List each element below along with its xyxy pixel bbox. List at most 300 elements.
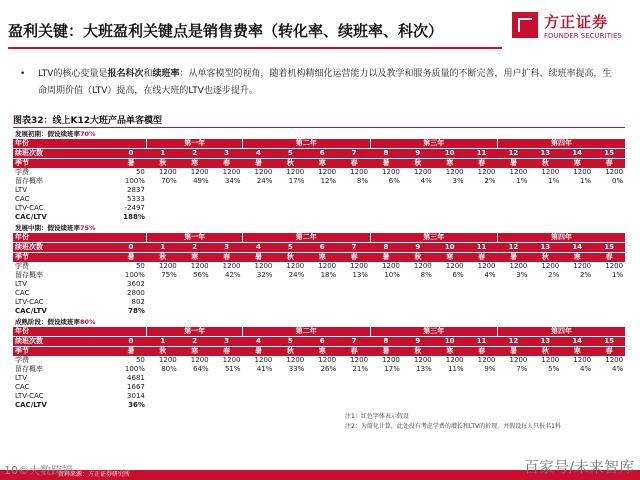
year-header-row bbox=[13, 327, 625, 337]
count-cell: 6 bbox=[306, 337, 338, 347]
count-cell: 1 bbox=[147, 149, 179, 159]
block-table bbox=[13, 224, 625, 316]
season-header-row bbox=[13, 253, 625, 263]
count-cell: 6 bbox=[306, 243, 338, 253]
year-row-label: 年份 bbox=[13, 233, 115, 243]
cac-row-value: 1667 bbox=[127, 383, 145, 391]
retention-cell: 21% bbox=[352, 365, 368, 373]
retention-cell: 9% bbox=[484, 365, 496, 373]
ltv-cac-row bbox=[13, 298, 625, 307]
fee-cell: 1200 bbox=[190, 356, 209, 364]
retention-cell: 6% bbox=[452, 271, 464, 279]
fee-row-label: 学费 bbox=[15, 168, 29, 176]
fee-cell: 1200 bbox=[254, 168, 273, 176]
fee-cell: 1200 bbox=[445, 356, 464, 364]
footnote-2: 注2：为简化计算，此处没有考虑学费的增长和LTV的折现，并假设每人只报名1科 bbox=[345, 423, 561, 430]
cac-ltv-row-label: CAC/LTV bbox=[15, 213, 47, 221]
ltv-row-label: LTV bbox=[15, 374, 28, 382]
count-cell: 11 bbox=[466, 337, 498, 347]
retention-cell: 11% bbox=[448, 365, 464, 373]
fee-cell: 1200 bbox=[541, 356, 560, 364]
fee-cell: 1200 bbox=[413, 168, 432, 176]
fee-cell: 1200 bbox=[286, 262, 305, 270]
count-cell: 7 bbox=[338, 149, 370, 159]
season-cell: 寒 bbox=[561, 253, 593, 263]
season-cell: 春 bbox=[593, 253, 625, 263]
retention-cell: 2% bbox=[580, 271, 592, 279]
season-cell: 春 bbox=[466, 253, 498, 263]
retention-cell: 7% bbox=[516, 365, 528, 373]
retention-cell: 2% bbox=[548, 271, 560, 279]
count-row-label: 续班次数 bbox=[13, 149, 115, 159]
count-cell: 1 bbox=[147, 337, 179, 347]
retention-cell: 13% bbox=[352, 271, 368, 279]
count-cell: 1 bbox=[147, 243, 179, 253]
retention-cell: 0% bbox=[611, 177, 624, 185]
season-cell: 秋 bbox=[274, 253, 306, 263]
fee-cell: 1200 bbox=[541, 262, 560, 270]
retention-cell: 49% bbox=[193, 177, 209, 185]
phase-row bbox=[13, 318, 625, 327]
phase-rate: 75% bbox=[80, 224, 96, 232]
page-header bbox=[0, 0, 640, 50]
count-cell: 0 bbox=[115, 243, 147, 253]
season-cell: 寒 bbox=[179, 347, 211, 357]
cac-ltv-row-value: 78% bbox=[128, 307, 145, 315]
season-cell: 寒 bbox=[306, 347, 338, 357]
ltv-cac-row-blank bbox=[147, 204, 625, 213]
cac-row bbox=[13, 383, 625, 392]
retention-cell: 80% bbox=[161, 365, 177, 373]
fee-row-label: 学费 bbox=[15, 356, 29, 364]
year-header-cell: 第三年 bbox=[370, 139, 498, 149]
ltv-cac-row-label: LTV-CAC bbox=[15, 204, 44, 212]
season-cell: 秋 bbox=[147, 159, 179, 169]
cac-ltv-row bbox=[13, 401, 625, 410]
retention-cell: 33% bbox=[288, 365, 305, 373]
retention-cell: 1% bbox=[516, 177, 528, 185]
count-cell: 0 bbox=[115, 337, 147, 347]
page-title: 盈利关键：大班盈利关键点是销售费率（转化率、续班率、科次） bbox=[8, 22, 444, 40]
cac-row bbox=[13, 195, 625, 204]
ltv-cac-row bbox=[13, 392, 625, 401]
retention-cell: 24% bbox=[256, 177, 273, 185]
fee-cell: 1200 bbox=[222, 356, 241, 364]
count-header-row bbox=[13, 149, 625, 159]
fee-cell: 1200 bbox=[318, 356, 337, 364]
season-cell: 寒 bbox=[179, 253, 211, 263]
bullet-bold-renewal: 续班率 bbox=[152, 69, 180, 79]
right-watermark: 百家号/未来智库 bbox=[523, 458, 634, 476]
season-cell: 寒 bbox=[306, 159, 338, 169]
footnote-1: 注1：红色字体表示假设 bbox=[345, 413, 409, 420]
year-header-cell: 第二年 bbox=[243, 327, 371, 337]
title-underline bbox=[8, 47, 502, 49]
cac-ltv-row-label: CAC/LTV bbox=[15, 401, 47, 409]
year-header-cell: 第四年 bbox=[498, 139, 626, 149]
fee-cell: 1200 bbox=[509, 356, 528, 364]
season-cell: 暑 bbox=[115, 253, 147, 263]
count-row-label: 续班次数 bbox=[13, 337, 115, 347]
retention-cell: 4% bbox=[611, 365, 624, 373]
season-cell: 秋 bbox=[147, 347, 179, 357]
season-cell: 春 bbox=[211, 253, 243, 263]
season-cell: 春 bbox=[338, 347, 370, 357]
ltv-row bbox=[13, 374, 625, 383]
season-cell: 暑 bbox=[370, 347, 402, 357]
ltv-cac-row-blank bbox=[147, 298, 625, 307]
retention-row bbox=[13, 365, 625, 374]
retention-cell: 42% bbox=[224, 271, 241, 279]
fee-cell: 1200 bbox=[350, 356, 368, 364]
retention-cell: 32% bbox=[256, 271, 273, 279]
retention-cell: 10% bbox=[384, 271, 400, 279]
count-cell: 9 bbox=[402, 149, 434, 159]
season-row-label: 季节 bbox=[13, 159, 115, 169]
year-header-blank bbox=[115, 327, 147, 337]
fee-row-label: 学费 bbox=[15, 262, 29, 270]
season-cell: 春 bbox=[593, 347, 625, 357]
year-header-cell: 第一年 bbox=[147, 327, 243, 337]
fee-row bbox=[13, 262, 625, 271]
year-header-cell: 第二年 bbox=[243, 233, 371, 243]
ltv-row-label: LTV bbox=[15, 186, 28, 194]
year-header-cell: 第一年 bbox=[147, 139, 243, 149]
count-cell: 4 bbox=[243, 149, 275, 159]
cac-row-label: CAC bbox=[15, 195, 30, 203]
cac-row-label: CAC bbox=[15, 289, 30, 297]
retention-cell: 100% bbox=[124, 271, 145, 279]
phase-row bbox=[13, 224, 625, 233]
count-cell: 13 bbox=[529, 149, 561, 159]
count-cell: 10 bbox=[434, 149, 466, 159]
bullet-text bbox=[20, 66, 620, 100]
count-cell: 14 bbox=[561, 149, 593, 159]
fee-cell: 1200 bbox=[158, 262, 177, 270]
count-cell: 9 bbox=[402, 243, 434, 253]
bullet-bold-enrollment: 报名科次 bbox=[107, 69, 144, 79]
count-cell: 15 bbox=[593, 243, 625, 253]
count-cell: 7 bbox=[338, 337, 370, 347]
season-header-row bbox=[13, 159, 625, 169]
count-cell: 3 bbox=[211, 337, 243, 347]
count-cell: 5 bbox=[274, 243, 306, 253]
fee-row bbox=[13, 168, 625, 177]
retention-cell: 12% bbox=[320, 177, 337, 185]
fee-cell: 1200 bbox=[158, 356, 177, 364]
season-cell: 寒 bbox=[434, 159, 466, 169]
footnotes bbox=[345, 412, 561, 432]
count-cell: 14 bbox=[561, 337, 593, 347]
retention-cell: 26% bbox=[320, 365, 337, 373]
logo-mark-icon bbox=[512, 12, 538, 38]
count-cell: 3 bbox=[211, 149, 243, 159]
cac-row-blank bbox=[147, 195, 625, 204]
season-row-label: 季节 bbox=[13, 253, 115, 263]
left-watermark: 10©大数跨境 bbox=[4, 464, 73, 477]
count-cell: 13 bbox=[529, 243, 561, 253]
season-cell: 春 bbox=[211, 347, 243, 357]
retention-cell: 1% bbox=[611, 271, 624, 279]
retention-cell: 41% bbox=[256, 365, 273, 373]
count-cell: 11 bbox=[466, 243, 498, 253]
year-header-cell: 第四年 bbox=[498, 327, 626, 337]
phase-label-cell bbox=[13, 318, 625, 327]
bullet-text-mid: 和 bbox=[143, 69, 153, 79]
season-cell: 秋 bbox=[402, 253, 434, 263]
retention-cell: 13% bbox=[416, 365, 432, 373]
cac-ltv-row bbox=[13, 307, 625, 316]
season-cell: 暑 bbox=[243, 159, 275, 169]
retention-cell: 8% bbox=[356, 177, 368, 185]
bullet-dot-icon: • bbox=[20, 69, 26, 79]
retention-cell: 17% bbox=[384, 365, 400, 373]
ltv-cac-row bbox=[13, 204, 625, 213]
cac-row bbox=[13, 289, 625, 298]
retention-cell: 34% bbox=[224, 177, 241, 185]
count-cell: 14 bbox=[561, 243, 593, 253]
fee-cell: 1200 bbox=[382, 262, 400, 270]
year-header-cell: 第二年 bbox=[243, 139, 371, 149]
fee-cell: 1200 bbox=[254, 262, 273, 270]
phase-row bbox=[13, 130, 625, 139]
season-cell: 暑 bbox=[370, 253, 402, 263]
season-cell: 暑 bbox=[243, 347, 275, 357]
ltv-row-label: LTV bbox=[15, 280, 28, 288]
year-header-blank bbox=[115, 139, 147, 149]
season-cell: 春 bbox=[466, 159, 498, 169]
fee-cell: 1200 bbox=[158, 168, 177, 176]
retention-cell: 1% bbox=[580, 177, 592, 185]
fee-cell: 1200 bbox=[573, 168, 592, 176]
cac-row-value: 2800 bbox=[127, 289, 145, 297]
fee-cell: 1200 bbox=[605, 262, 624, 270]
count-cell: 9 bbox=[402, 337, 434, 347]
fee-cell: 1200 bbox=[509, 262, 528, 270]
year-header-cell: 第三年 bbox=[370, 233, 498, 243]
fee-cell: 1200 bbox=[286, 168, 305, 176]
season-cell: 秋 bbox=[402, 159, 434, 169]
retention-cell: 56% bbox=[193, 271, 209, 279]
season-header-row bbox=[13, 347, 625, 357]
retention-cell: 3% bbox=[516, 271, 528, 279]
ltv-cac-row-value: 3014 bbox=[127, 392, 145, 400]
retention-cell: 64% bbox=[193, 365, 209, 373]
retention-cell: 5% bbox=[548, 365, 560, 373]
cac-ltv-row-value: 188% bbox=[123, 213, 145, 221]
season-cell: 秋 bbox=[529, 159, 561, 169]
count-header-row bbox=[13, 337, 625, 347]
fee-cell: 1200 bbox=[573, 356, 592, 364]
ltv-cac-row-blank bbox=[147, 392, 625, 401]
count-cell: 12 bbox=[498, 243, 530, 253]
year-header-blank bbox=[115, 233, 147, 243]
count-cell: 2 bbox=[179, 243, 211, 253]
season-cell: 春 bbox=[466, 347, 498, 357]
figure-title: 图表32：线上K12大班产品单客模型 bbox=[13, 113, 625, 128]
season-cell: 寒 bbox=[434, 347, 466, 357]
phase-label-cell bbox=[13, 224, 625, 233]
count-cell: 4 bbox=[243, 243, 275, 253]
ltv-row bbox=[13, 186, 625, 195]
retention-cell: 4% bbox=[420, 177, 432, 185]
ltv-cac-row-value: -2497 bbox=[124, 204, 145, 212]
retention-cell: 4% bbox=[484, 271, 496, 279]
season-cell: 寒 bbox=[561, 347, 593, 357]
retention-cell: 3% bbox=[452, 177, 464, 185]
fee-cell: 1200 bbox=[573, 262, 592, 270]
fee-cell: 1200 bbox=[190, 168, 209, 176]
fee-cell: 1200 bbox=[222, 262, 241, 270]
count-cell: 15 bbox=[593, 337, 625, 347]
count-cell: 11 bbox=[466, 149, 498, 159]
cac-ltv-row bbox=[13, 213, 625, 222]
season-cell: 秋 bbox=[274, 159, 306, 169]
retention-cell: 51% bbox=[224, 365, 241, 373]
count-cell: 0 bbox=[115, 149, 147, 159]
phase-label: 成熟阶段：假设续班率 bbox=[15, 318, 80, 326]
ltv-cac-row-value: 802 bbox=[131, 298, 145, 306]
fee-cell: 1200 bbox=[477, 168, 496, 176]
retention-cell: 70% bbox=[161, 177, 177, 185]
season-cell: 秋 bbox=[274, 347, 306, 357]
block-table bbox=[13, 130, 625, 222]
phase-rate: 70% bbox=[80, 130, 96, 138]
block-table bbox=[13, 318, 625, 410]
fee-row bbox=[13, 356, 625, 365]
retention-cell: 4% bbox=[580, 365, 592, 373]
season-cell: 秋 bbox=[529, 253, 561, 263]
bullet-paragraph bbox=[20, 66, 620, 100]
ltv-cac-row-label: LTV-CAC bbox=[15, 298, 44, 306]
bullet-text-pre: LTV的核心变量是 bbox=[38, 69, 108, 79]
season-cell: 寒 bbox=[561, 159, 593, 169]
retention-cell: 1% bbox=[548, 177, 560, 185]
season-cell: 暑 bbox=[115, 347, 147, 357]
retention-row-label: 留存概率 bbox=[15, 177, 43, 185]
season-cell: 秋 bbox=[402, 347, 434, 357]
year-header-row bbox=[13, 139, 625, 149]
ltv-row-blank bbox=[147, 374, 625, 383]
season-cell: 春 bbox=[338, 159, 370, 169]
season-cell: 春 bbox=[593, 159, 625, 169]
count-cell: 5 bbox=[274, 337, 306, 347]
season-cell: 秋 bbox=[147, 253, 179, 263]
count-cell: 6 bbox=[306, 149, 338, 159]
count-cell: 8 bbox=[370, 243, 402, 253]
fee-cell: 50 bbox=[135, 168, 145, 176]
season-cell: 秋 bbox=[529, 347, 561, 357]
year-row-label: 年份 bbox=[13, 327, 115, 337]
ltv-row bbox=[13, 280, 625, 289]
season-cell: 寒 bbox=[434, 253, 466, 263]
fee-cell: 1200 bbox=[445, 168, 464, 176]
season-cell: 暑 bbox=[498, 347, 530, 357]
count-cell: 5 bbox=[274, 149, 306, 159]
bullet-text-post: ：从单客模型的视角，随着机构精细化运营能力以及教学和服务质量的不断完善，用户扩科、续班率提高，生命周期价值（LTV）提高，在线大班的LTV也逐步提升。 bbox=[38, 69, 612, 96]
count-cell: 8 bbox=[370, 149, 402, 159]
fee-cell: 1200 bbox=[190, 262, 209, 270]
retention-cell: 18% bbox=[320, 271, 337, 279]
fee-cell: 50 bbox=[135, 356, 145, 364]
fee-cell: 1200 bbox=[413, 356, 432, 364]
ltv-row-blank bbox=[147, 186, 625, 195]
retention-cell: 75% bbox=[161, 271, 177, 279]
ltv-row-value: 2837 bbox=[127, 186, 145, 194]
season-row-label: 季节 bbox=[13, 347, 115, 357]
fee-cell: 1200 bbox=[509, 168, 528, 176]
fee-cell: 1200 bbox=[413, 262, 432, 270]
fee-cell: 1200 bbox=[605, 356, 624, 364]
fee-cell: 1200 bbox=[350, 168, 368, 176]
season-cell: 寒 bbox=[306, 253, 338, 263]
count-cell: 12 bbox=[498, 149, 530, 159]
season-cell: 暑 bbox=[370, 159, 402, 169]
founder-securities-logo bbox=[512, 10, 634, 50]
season-cell: 暑 bbox=[115, 159, 147, 169]
fee-cell: 1200 bbox=[541, 168, 560, 176]
logo-text-en: FOUNDER SECURITIES bbox=[544, 32, 622, 40]
year-row-label: 年份 bbox=[13, 139, 115, 149]
ltv-cac-row-label: LTV-CAC bbox=[15, 392, 44, 400]
season-cell: 寒 bbox=[179, 159, 211, 169]
count-cell: 4 bbox=[243, 337, 275, 347]
retention-row bbox=[13, 271, 625, 280]
retention-cell: 24% bbox=[288, 271, 305, 279]
season-cell: 暑 bbox=[243, 253, 275, 263]
fee-cell: 1200 bbox=[382, 168, 400, 176]
count-cell: 8 bbox=[370, 337, 402, 347]
cac-row-value: 5333 bbox=[127, 195, 145, 203]
count-cell: 2 bbox=[179, 337, 211, 347]
count-cell: 2 bbox=[179, 149, 211, 159]
phase-label-cell bbox=[13, 130, 625, 139]
fee-cell: 50 bbox=[135, 262, 145, 270]
cac-ltv-row-blank bbox=[147, 401, 625, 410]
ltv-row-value: 3602 bbox=[127, 280, 145, 288]
unit-economics-tables bbox=[13, 130, 625, 412]
ltv-row-blank bbox=[147, 280, 625, 289]
fee-cell: 1200 bbox=[286, 356, 305, 364]
season-cell: 春 bbox=[338, 253, 370, 263]
logo-text-cn: 方正证券 bbox=[544, 13, 609, 31]
phase-label: 发展初期：假设续班率 bbox=[15, 130, 80, 138]
retention-row-label: 留存概率 bbox=[15, 365, 43, 373]
year-header-cell: 第一年 bbox=[147, 233, 243, 243]
retention-row bbox=[13, 177, 625, 186]
phase-label: 发展中期：假设续班率 bbox=[15, 224, 80, 232]
footer-source: 资料来源：方正证券研究所 bbox=[58, 471, 131, 478]
count-cell: 15 bbox=[593, 149, 625, 159]
fee-cell: 1200 bbox=[222, 168, 241, 176]
cac-ltv-row-blank bbox=[147, 213, 625, 222]
fee-cell: 1200 bbox=[350, 262, 368, 270]
season-cell: 暑 bbox=[498, 253, 530, 263]
fee-cell: 1200 bbox=[445, 262, 464, 270]
fee-cell: 1200 bbox=[254, 356, 273, 364]
count-cell: 10 bbox=[434, 243, 466, 253]
fee-cell: 1200 bbox=[605, 168, 624, 176]
count-cell: 10 bbox=[434, 337, 466, 347]
retention-cell: 100% bbox=[124, 177, 145, 185]
count-cell: 7 bbox=[338, 243, 370, 253]
ltv-row-value: 4681 bbox=[127, 374, 145, 382]
year-header-row bbox=[13, 233, 625, 243]
cac-row-label: CAC bbox=[15, 383, 30, 391]
retention-cell: 6% bbox=[388, 177, 400, 185]
year-header-cell: 第四年 bbox=[498, 233, 626, 243]
year-header-cell: 第三年 bbox=[370, 327, 498, 337]
